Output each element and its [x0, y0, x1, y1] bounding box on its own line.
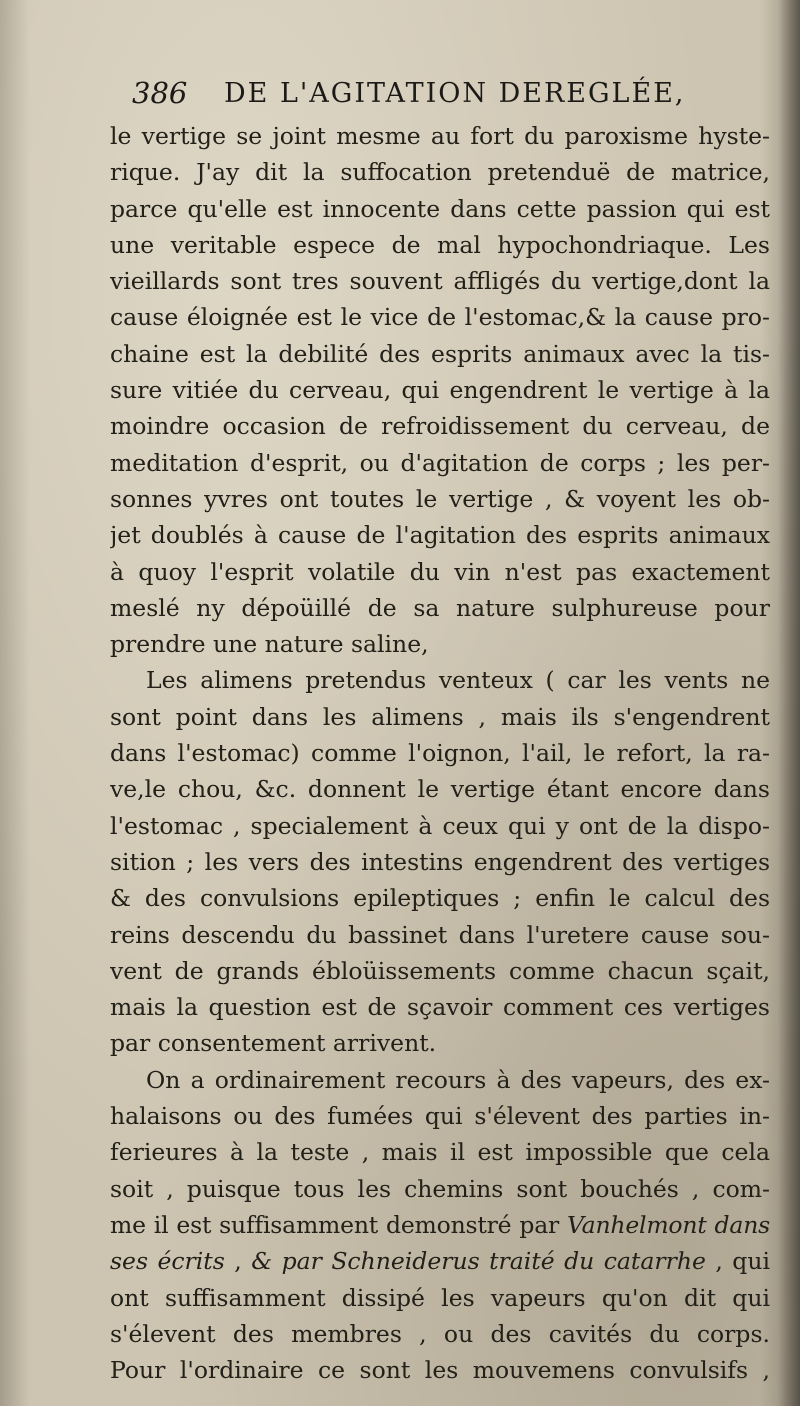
text-line: meditation d'esprit, ou d'agitation de corps ; les per- [110, 448, 770, 477]
text-line: par consentement arrivent. [110, 1029, 437, 1058]
text-line: soit , puisque tous les chemins sont bouchés , com- [110, 1174, 770, 1203]
text-line: halaisons ou des fumées qui s'élevent des parties in- [110, 1102, 770, 1131]
text-line: ve,le chou, &c. donnent le vertige étant encore dans [110, 775, 770, 804]
text-line: Pour l'ordinaire ce sont les mouvemens convulsifs , [110, 1356, 770, 1385]
text-line: vieillards sont tres souvent affligés du vertige,dont la [110, 267, 770, 296]
text-line-with-italic [110, 1243, 770, 1279]
text-line: sont point dans les alimens , mais ils s'engendrent [110, 702, 770, 731]
text-line-roman: , qui [705, 1247, 770, 1276]
running-head: DE L'AGITATION DEREGLÉE, [224, 78, 686, 109]
work-title-italic: & par Schneiderus traité du catarrhe [251, 1247, 706, 1276]
text-line: vent de grands ébloüissements comme chacun sçait, [110, 956, 770, 985]
text-line: reins descendu du bassinet dans l'uretere cause sou- [110, 920, 770, 949]
text-line: rique. J'ay dit la suffocation pretenduë de matrice, [110, 158, 770, 187]
text-line: On a ordinairement recours à des vapeurs, des ex- [146, 1065, 770, 1094]
text-line: ont suffisamment dissipé les vapeurs qu'on dit qui [110, 1283, 770, 1312]
page-gutter-shadow [778, 0, 800, 1406]
text-line: parce qu'elle est innocente dans cette passion qui est [110, 194, 770, 223]
text-line: meslé ny dépoüillé de sa nature sulphureuse pour [110, 593, 770, 622]
text-line: ferieures à la teste , mais il est impossible que cela [110, 1138, 770, 1167]
text-line-roman: me il est suffisamment demonstré par [110, 1210, 560, 1239]
text-line: s'élevent des membres , ou des cavités du corps. [110, 1319, 770, 1348]
text-line: dans l'estomac) comme l'oignon, l'ail, le refort, la ra- [110, 739, 770, 768]
text-line: & des convulsions epileptiques ; enfin le calcul des [110, 884, 770, 913]
text-line-with-italic [110, 1207, 770, 1243]
text-line: l'estomac , specialement à ceux qui y ont de la dispo- [110, 811, 770, 840]
text-line: prendre une nature saline, [110, 630, 429, 659]
text-line: sonnes yvres ont toutes le vertige , & voyent les ob- [110, 484, 770, 513]
text-line: sure vitiée du cerveau, qui engendrent le vertige à la [110, 376, 770, 405]
text-line: Les alimens pretendus venteux ( car les vents ne [146, 666, 770, 695]
text-line: mais la question est de sçavoir comment ces vertiges [110, 993, 770, 1022]
text-line: à quoy l'esprit volatile du vin n'est pas exactement [110, 557, 770, 586]
text-line: chaine est la debilité des esprits animaux avec la tis- [110, 339, 770, 368]
work-title-italic: ses écrits [110, 1247, 225, 1276]
body-text [110, 118, 770, 1388]
text-line: moindre occasion de refroidissement du cerveau, de [110, 412, 770, 441]
author-name-italic: Vanhelmont dans [567, 1210, 770, 1239]
text-line: jet doublés à cause de l'agitation des esprits animaux [110, 521, 770, 550]
text-line: cause éloignée est le vice de l'estomac,& la cause pro- [110, 303, 770, 332]
text-line-roman: , [224, 1247, 252, 1276]
page-number: 386 [132, 76, 188, 110]
text-line: le vertige se joint mesme au fort du paroxisme hyste- [110, 122, 770, 150]
page-header [132, 74, 712, 114]
text-line: une veritable espece de mal hypochondriaque. Les [110, 230, 770, 259]
text-line: sition ; les vers des intestins engendrent des vertiges [110, 847, 770, 876]
